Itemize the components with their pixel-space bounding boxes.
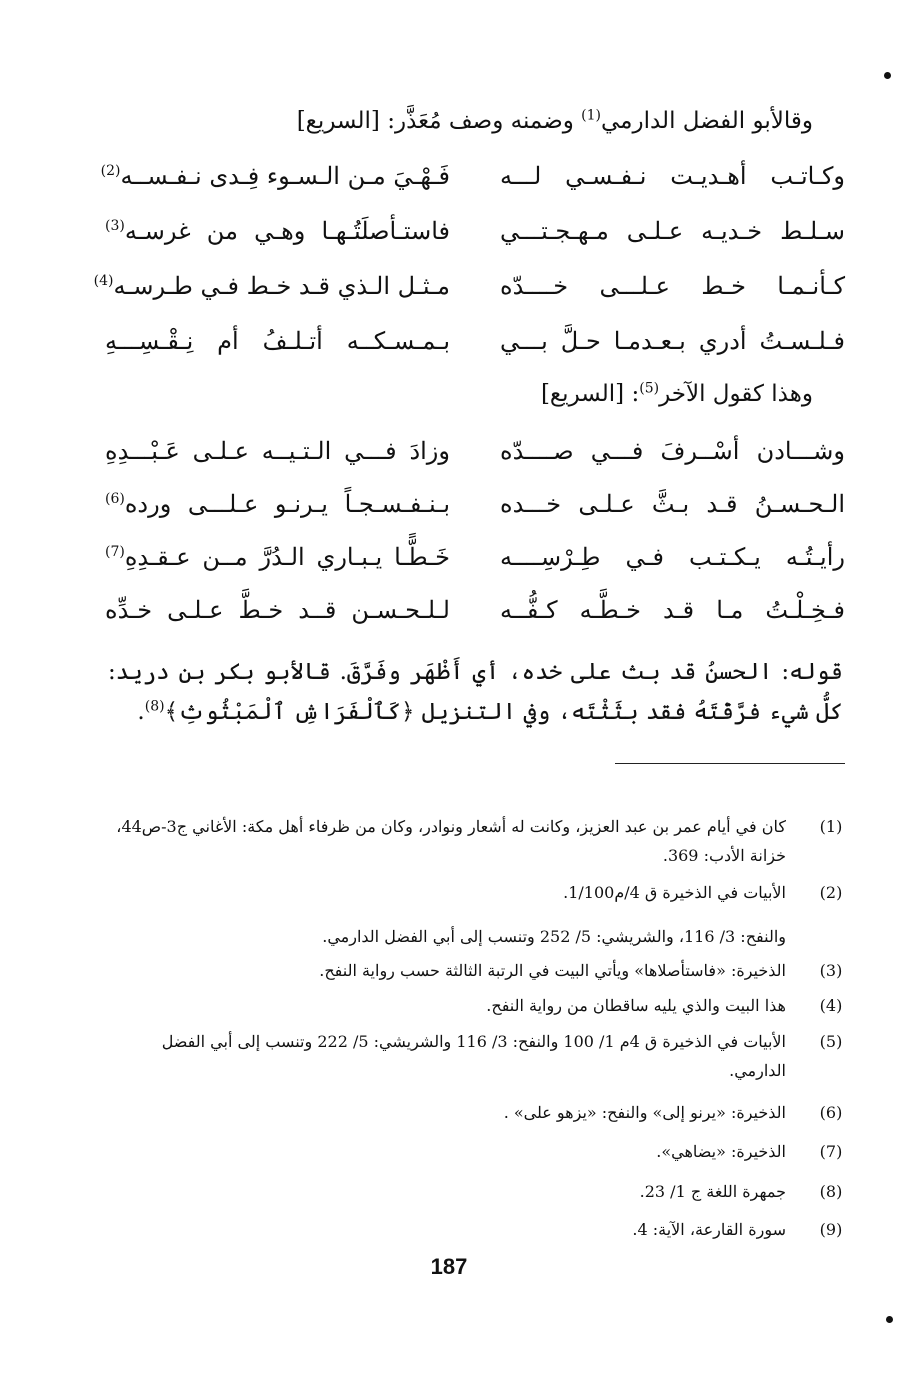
footnote-text: الذخيرة: «يرنو إلى» والنفح: «يزهو على» . [503,1103,786,1122]
footnote-item [106,956,846,985]
verse-right-hemistich: رأيـتُـه يـكـتـب فـي طِـرْسِــــه [500,543,845,571]
verse-left-hemistich [105,327,450,355]
prose-paragraph [108,652,843,732]
verse-left-hemistich [105,437,450,465]
footnote-item [106,1177,846,1206]
verse-right-hemistich: وكـاتـب أهـديـت نـفـسـي لـــه [500,162,845,190]
footnote-text: والنفح: 3/ 116، والشريشي: 5/ 252 وتنسب إلى أبي الفضل الدارمي. [322,927,786,946]
verse-left-text: بـنـفـسـجـاً يـرنـو عـلـــى ورده [124,490,450,518]
verse-left-hemistich [105,596,450,624]
intro-1-rest: وضمنه وصف مُعَذَّر: [السريع] [296,108,582,134]
footnote-ref[interactable]: (7) [105,544,125,560]
verse-right-hemistich: كـأنـمـا خـط عـلـــى خــــدّه [500,272,845,300]
footnote-number: (3) [819,961,843,980]
verse-left-hemistich [93,272,450,300]
scan-speck [886,1316,893,1323]
prose-text: قوله: الحسنُ قد بث على خده، أي أَظْهَر وفَرَّقَ. قالأبو بكر بن دريد: كلُّ شيء فرَّقْتَهُ فقد بثَثْتَه، وفي التنزيل ﴿كَٱلْفَرَاشِ ٱلْمَبْثُوثِ﴾ [108,659,843,725]
verse-left-hemistich [105,543,450,571]
verse-right-hemistich: فـخِـلْـتُ مـا قـد خـطَّـه كـفُّــه [500,596,845,624]
verse-left-text: وزادَ فـــي الـتـيــه عـلـى عَـبْـــدِهِ [105,437,450,465]
footnote-ref[interactable]: (6) [105,491,125,507]
verse-row [105,327,845,371]
footnote-divider [615,763,845,764]
intro-2-text: وهذا كقول الآخر [659,381,813,407]
verse-row [105,596,845,640]
verse-left-text: مـثـل الـذي قـد خـط فـي طـرسـه [113,272,450,300]
verse-row [105,217,845,261]
footnote-text: سورة القارعة، الآية: 4. [632,1220,786,1239]
verse-left-text: فاستـأصلَتُـهـا وهـي من غرسـه [124,217,450,245]
footnote-text: الذخيرة: «يضاهي». [656,1142,786,1161]
footnote-ref-5[interactable]: (5) [639,380,660,397]
footnote-ref-8[interactable]: (8) [144,698,165,715]
footnote-number: (5) [819,1032,843,1051]
verse-left-text: خَـطًّـا يـبـاري الـدُرَّ مــن عـقـدِهِ [124,543,450,571]
footnote-ref-1[interactable]: (1) [581,107,601,124]
verse-row [105,490,845,534]
footnote-item [106,922,846,951]
footnote-number: (8) [819,1182,843,1201]
verse-left-text: بـمـسـكــه أتـلـفُ أم نِـقْـسِـــهِ [105,327,450,355]
intro-2-rest: : [السريع] [540,381,640,407]
footnote-text: كان في أيام عمر بن عبد العزيز، وكانت له أشعار ونوادر، وكان من ظرفاء أهل مكة: الأغاني ج3-ص44، خزانة الأدب: 369. [116,817,786,865]
footnote-number: (1) [819,817,843,836]
footnote-ref[interactable]: (4) [93,273,114,289]
footnote-text: هذا البيت والذي يليه ساقطان من رواية النفح. [486,996,786,1015]
verse-right-hemistich: وشـــادن أسْــرفَ فـــي صــــدّه [500,437,845,465]
verse-right-hemistich: الـحـسـنُ قـد بـثَّ عـلـى خـــده [500,490,845,518]
verse-left-hemistich [105,490,450,518]
verse-row [105,543,845,587]
intro-1-text: وقالأبو الفضل الدارمي [601,108,813,134]
prose-end: . [137,699,145,725]
footnote-number: (4) [819,996,843,1015]
footnote-number: (7) [819,1142,843,1161]
verse-left-hemistich [105,217,450,245]
footnote-ref[interactable]: (3) [105,218,125,234]
footnote-item [106,1137,846,1166]
verse-row [105,437,845,481]
footnote-item [106,1215,846,1244]
footnote-text: الأبيات في الذخيرة ق 4/م1/100. [563,883,786,902]
footnote-text: الذخيرة: «فاستأصلاها» ويأتي البيت في الرتبة الثالثة حسب رواية النفح. [319,961,786,980]
verse-right-hemistich: فـلـسـتُ أدري بـعـدمـا حـلَّ بـــي [500,327,845,355]
verse-left-text: لـلـحـسـن قــد خـطَّ عـلـى خـدِّه [105,596,450,624]
scan-speck [884,72,891,79]
verse-left-hemistich [100,162,450,190]
intro-line-2 [541,381,813,407]
footnote-number: (9) [819,1220,843,1239]
footnote-item [106,1027,846,1085]
verse-row [93,272,845,316]
footnote-ref[interactable]: (2) [100,163,121,179]
footnote-item [106,991,846,1020]
footnote-text: جمهرة اللغة ج 1/ 23. [639,1182,786,1201]
verse-right-hemistich: سـلـط خـديـه عـلـى مـهـجـتـــي [500,217,845,245]
verse-row [100,162,845,206]
footnote-item [106,878,846,907]
footnote-text: الأبيات في الذخيرة ق 4م 1/ 100 والنفح: 3/ 116 والشريشي: 5/ 222 وتنسب إلى أبي الفضل الدارمي. [161,1032,786,1080]
footnote-item [106,1098,846,1127]
footnote-number: (2) [819,883,843,902]
footnote-item [106,812,846,870]
footnote-number: (6) [819,1103,843,1122]
page-number: 187 [430,1254,468,1279]
verse-left-text: فَـهْـيَ مـن الـسـوء فِـدى نـفـســه [120,162,450,190]
intro-line-1 [297,108,813,134]
